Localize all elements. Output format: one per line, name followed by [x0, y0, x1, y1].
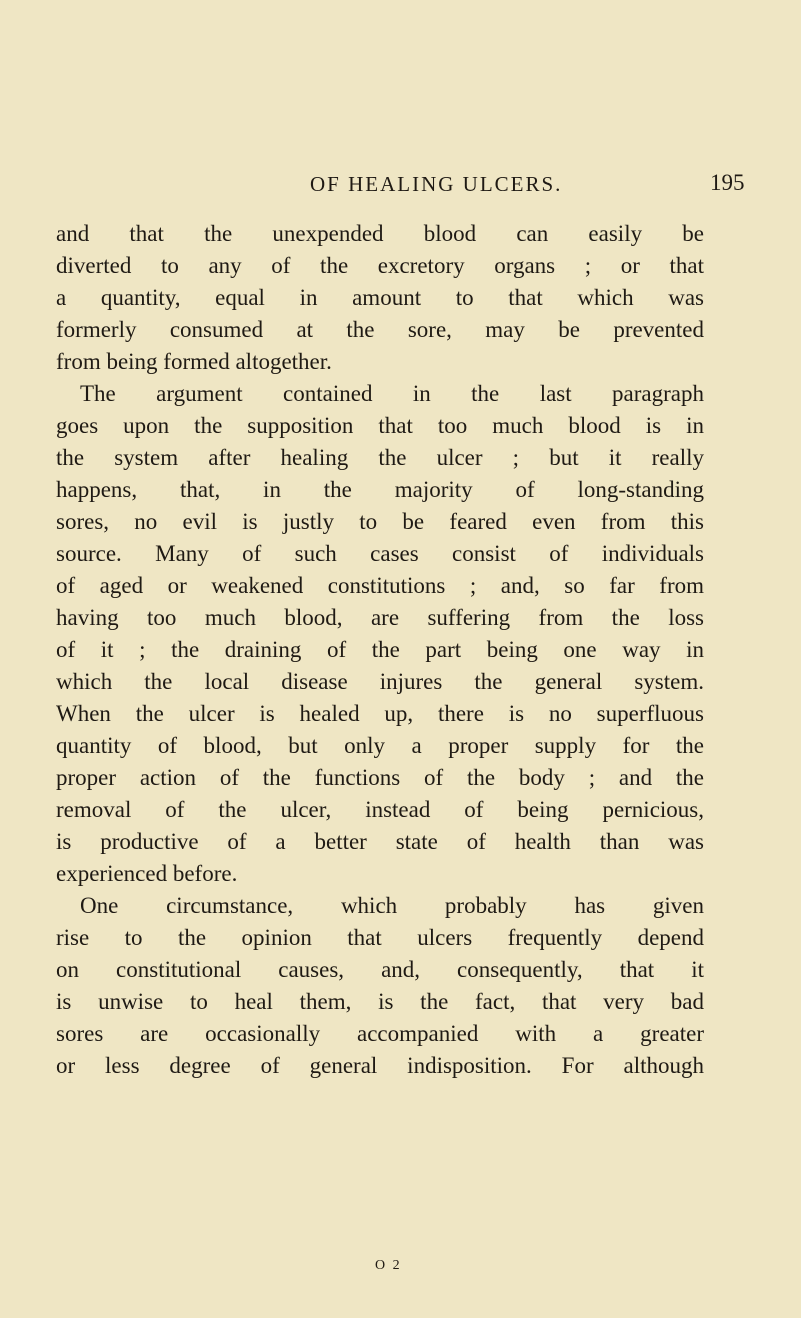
- running-head: [0, 172, 801, 202]
- text-line: One circumstance, which probably has given: [80, 893, 704, 918]
- text-line: source. Many of such cases consist of individuals: [56, 541, 704, 566]
- text-line: happens, that, in the majority of long-standing: [56, 477, 704, 502]
- text-line: The argument contained in the last paragraph: [80, 381, 704, 406]
- text-line: formerly consumed at the sore, may be prevented: [56, 317, 704, 342]
- text-line: is unwise to heal them, is the fact, that very bad: [56, 989, 704, 1014]
- text-line: from being formed altogether.: [56, 349, 332, 374]
- text-line: or less degree of general indisposition. For although: [56, 1053, 704, 1078]
- signature-mark: O 2: [375, 1258, 402, 1273]
- text-line: a quantity, equal in amount to that which was: [56, 285, 704, 310]
- text-line: of aged or weakened constitutions ; and, so far from: [56, 573, 704, 598]
- running-title: OF HEALING ULCERS.: [310, 172, 563, 196]
- text-line: is productive of a better state of health than was: [56, 829, 704, 854]
- text-line: goes upon the supposition that too much blood is in: [56, 413, 704, 438]
- text-line: removal of the ulcer, instead of being pernicious,: [56, 797, 704, 822]
- body-text: [56, 218, 704, 1082]
- text-line: quantity of blood, but only a proper supply for the: [56, 733, 704, 758]
- text-line: When the ulcer is healed up, there is no superfluous: [56, 701, 704, 726]
- text-line: the system after healing the ulcer ; but it really: [56, 445, 704, 470]
- text-line: diverted to any of the excretory organs ; or that: [56, 253, 704, 278]
- text-line: sores, no evil is justly to be feared even from this: [56, 509, 704, 534]
- text-line: sores are occasionally accompanied with a greater: [56, 1021, 704, 1046]
- text-line: on constitutional causes, and, consequently, that it: [56, 957, 704, 982]
- text-line: rise to the opinion that ulcers frequently depend: [56, 925, 704, 950]
- text-line: of it ; the draining of the part being one way in: [56, 637, 704, 662]
- text-line: and that the unexpended blood can easily be: [56, 221, 704, 246]
- text-line: which the local disease injures the general system.: [56, 669, 704, 694]
- page-number: 195: [710, 170, 745, 195]
- text-line: experienced before.: [56, 861, 238, 886]
- text-line: proper action of the functions of the body ; and the: [56, 765, 704, 790]
- text-line: having too much blood, are suffering from the loss: [56, 605, 704, 630]
